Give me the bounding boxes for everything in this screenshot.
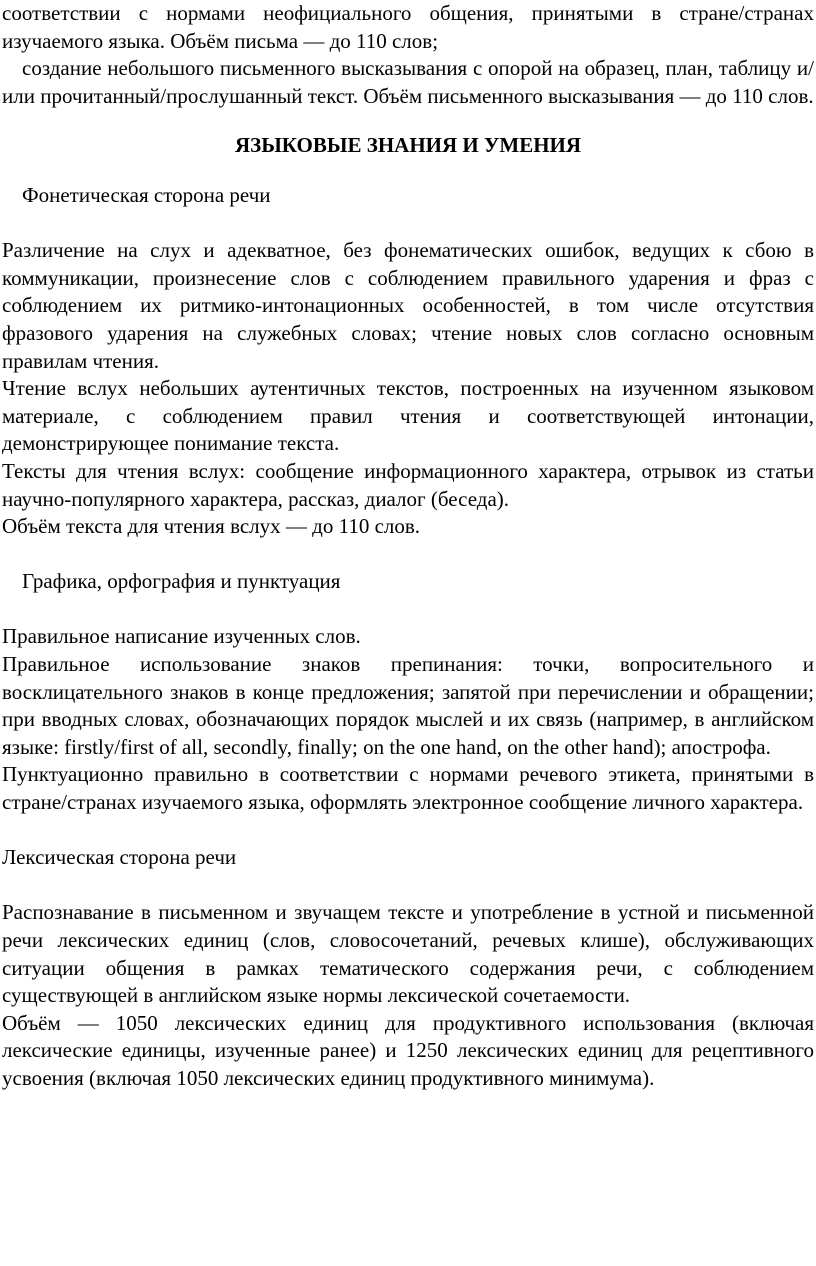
paragraph-letter-continuation: соответствии с нормами неофициального общения, принятыми в стране/странах изучаемого языка. Объём письма — до 110 слов; <box>2 1 814 53</box>
spacer <box>2 541 814 569</box>
spacer <box>2 210 814 238</box>
lexical-title: Лексическая сторона речи <box>2 845 237 870</box>
graphics-paragraph-1: Правильное написание изученных слов. <box>2 624 361 649</box>
spacer <box>2 817 814 845</box>
spacer <box>2 872 814 900</box>
graphics-paragraph-2: Правильное использование знаков препинания: точки, вопросительного и восклицательного знаков в конце предложения; запятой при перечислении и обращении; при вводных словах, обозначающих порядок мыслей и их связь (например, в английском языке: firstly/first of all, secondly, finally; on the one hand, on the other hand); апострофа. <box>2 652 814 759</box>
phonetic-paragraph-2: Чтение вслух небольших аутентичных текстов, построенных на изученном языковом материале, с соблюдением правил чтения и соответствующей интонации, демонстрирующее понимание текста. <box>2 376 814 456</box>
phonetic-paragraph-3: Тексты для чтения вслух: сообщение информационного характера, отрывок из статьи научно-популярного характера, рассказ, диалог (беседа). <box>2 458 814 511</box>
paragraph-written-statement: создание небольшого письменного высказывания с опорой на образец, план, таблицу и/или прочитанный/прослушанный текст. Объём письменного высказывания — до 110 слов. <box>2 56 814 108</box>
graphics-paragraph-3: Пунктуационно правильно в соответствии с нормами речевого этикета, принятыми в стране/странах изучаемого языка, оформлять электронное сообщение личного характера. <box>2 762 814 815</box>
graphics-title: Графика, орфография и пунктуация <box>22 569 341 594</box>
lexical-paragraph-2: Объём — 1050 лексических единиц для продуктивного использования (включая лексические единицы, изученные ранее) и 1250 лексических единиц для рецептивного усвоения (включая 1050 лексических единиц продуктивного минимума). <box>2 1010 814 1090</box>
phonetic-paragraph-4: Объём текста для чтения вслух — до 110 слов. <box>2 514 421 539</box>
section-heading: ЯЗЫКОВЫЕ ЗНАНИЯ И УМЕНИЯ <box>234 133 582 158</box>
phonetic-title: Фонетическая сторона речи <box>22 182 271 207</box>
lexical-paragraph-1: Распознавание в письменном и звучащем тексте и употребление в устной и письменной речи лексических единиц (слов, словосочетаний, речевых клише), обслуживающих ситуации общения в рамках тематического содержания речи, с соблюдением существующей в английском языке нормы лексической сочетаемости. <box>2 900 814 1008</box>
spacer <box>2 596 814 624</box>
phonetic-paragraph-1: Различение на слух и адекватное, без фонематических ошибок, ведущих к сбою в коммуникации, произнесение слов с соблюдением правильного ударения и фраз с соблюдением их ритмико-интонационных особенностей, в том числе отсутствия фразового ударения на служебных словах; чтение новых слов согласно основным правилам чтения. <box>2 238 814 373</box>
